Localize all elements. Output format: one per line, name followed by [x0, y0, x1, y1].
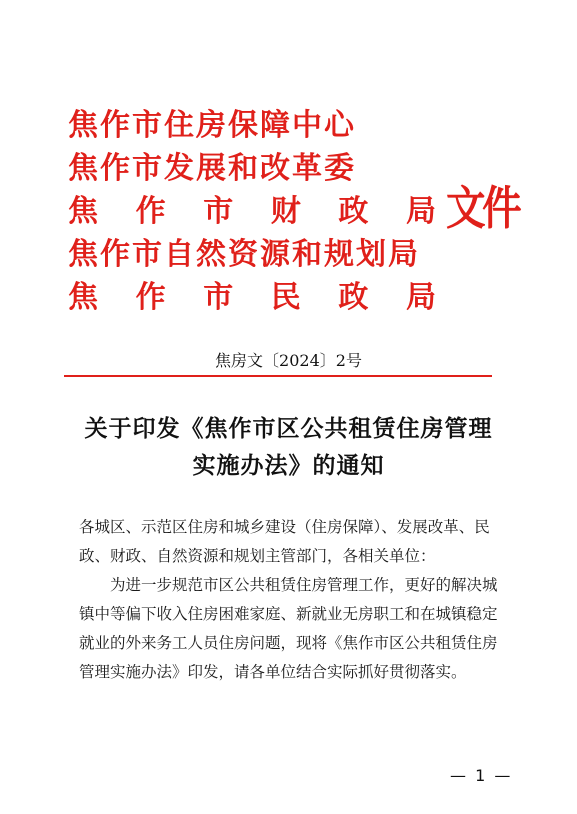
issuer-char: 焦 [68, 280, 100, 315]
issuer-char: 政 [338, 280, 371, 315]
issuer-housing-security-center [68, 104, 438, 147]
issuer-char: 市 [203, 280, 236, 315]
issuer-char: 局 [405, 194, 438, 229]
document-number: 焦房文〔2024〕2号 [215, 351, 362, 370]
issuer-char: 焦 [68, 194, 100, 229]
issuer-char: 财 [270, 194, 303, 229]
issuer-char: 作 [135, 194, 168, 229]
issuer-line-2: 焦作市发展和改革委 [68, 151, 356, 186]
issuer-char: 局 [405, 280, 438, 315]
issuer-line-1: 焦作市住房保障中心 [68, 108, 356, 143]
title-line-1: 关于印发《焦作市区公共租赁住房管理 [84, 415, 493, 442]
title-line-2: 实施办法》的通知 [192, 452, 385, 479]
issuer-char: 政 [338, 194, 371, 229]
issuer-civil-affairs-bureau [68, 276, 438, 319]
issuer-development-reform-commission [68, 147, 438, 190]
page-number: — 1 — [450, 766, 513, 785]
red-divider-line [64, 375, 492, 377]
issuer-natural-resources-planning-bureau [68, 233, 438, 276]
body-paragraph: 为进一步规范市区公共租赁住房管理工作，更好的解决城镇中等偏下收入住房困难家庭、新就业无房职工和在城镇稳定就业的外来务工人员住房问题，现将《焦作市区公共租赁住房管理实施办法》印发，请各单位结合实际抓好贯彻落实。 [79, 576, 498, 681]
issuer-char: 市 [203, 194, 236, 229]
document-body [79, 513, 499, 687]
issuer-char: 作 [135, 280, 168, 315]
issuer-char: 民 [270, 280, 303, 315]
document-title [0, 410, 577, 484]
issuing-agencies-block [68, 104, 438, 319]
salutation: 各城区、示范区住房和城乡建设（住房保障）、发展改革、民政、财政、自然资源和规划主管部门，各相关单位： [79, 518, 490, 565]
issuer-finance-bureau [68, 190, 438, 233]
document-mark-wenjian: 文件 [446, 181, 519, 235]
issuer-line-4: 焦作市自然资源和规划局 [68, 237, 420, 272]
